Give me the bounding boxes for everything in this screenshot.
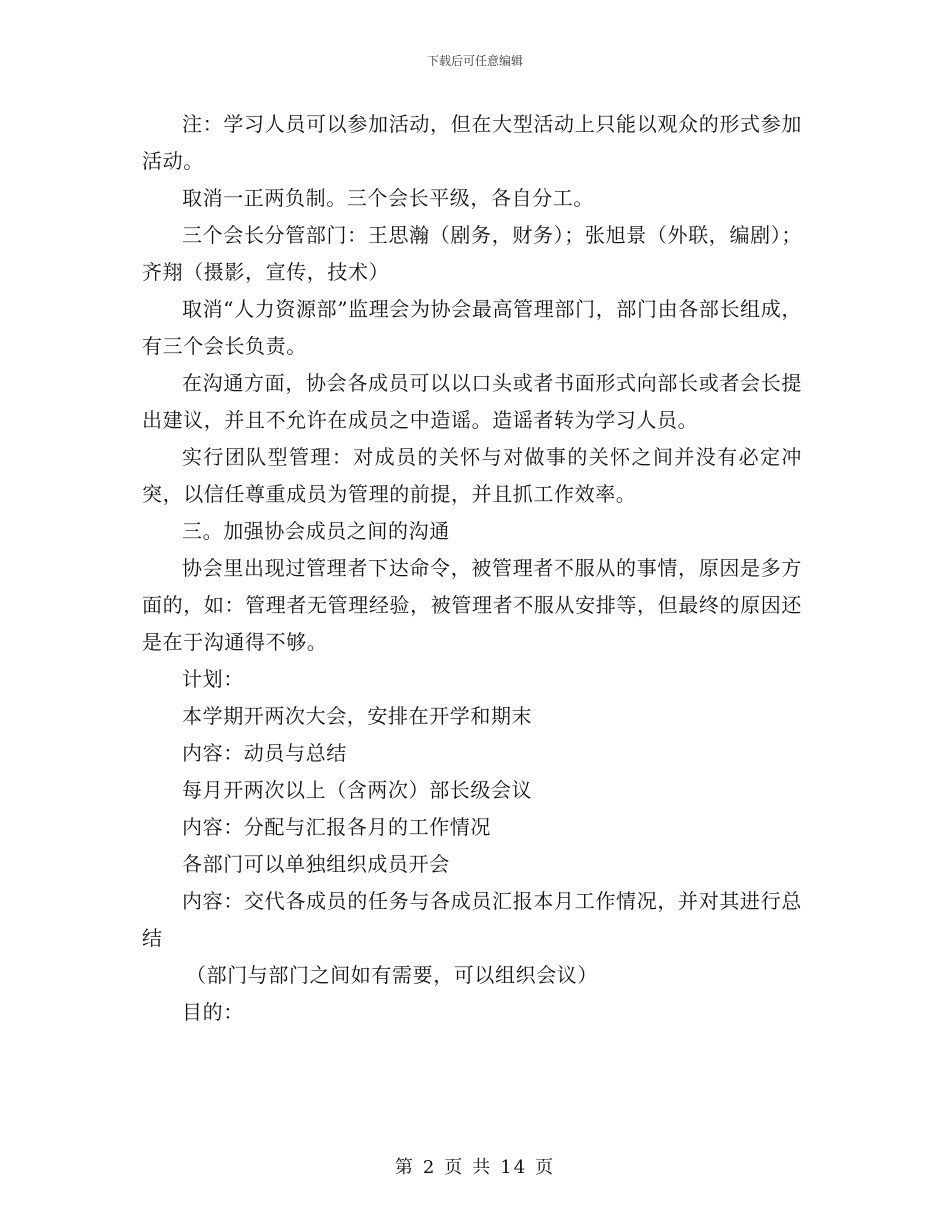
paragraph: 注：学习人员可以参加活动，但在大型活动上只能以观众的形式参加活动。 — [142, 112, 802, 173]
paragraph: 每月开两次以上（含两次）部长级会议 — [182, 778, 533, 802]
footer-page-number: 2 — [422, 1157, 437, 1178]
footer-page-unit: 页 — [444, 1157, 465, 1178]
page-header: 下载后可任意编辑 — [426, 54, 523, 68]
paragraph: （部门与部门之间如有需要，可以组织会议） — [186, 963, 598, 987]
footer-total-unit: 页 — [535, 1157, 556, 1178]
paragraph: 实行团队型管理：对成员的关怀与对做事的关怀之间并没有必定冲突，以信任尊重成员为管理的前提，并且抓工作效率。 — [142, 445, 802, 506]
paragraph: 内容：分配与汇报各月的工作情况 — [182, 815, 491, 839]
paragraph: 内容：动员与总结 — [182, 741, 347, 765]
footer-total-pages: 14 — [500, 1157, 528, 1178]
paragraph: 协会里出现过管理者下达命令，被管理者不服从的事情，原因是多方面的，如：管理者无管理经验，被管理者不服从安排等，但最终的原因还是在于沟通得不够。 — [142, 556, 802, 654]
footer-total-prefix: 共 — [472, 1157, 493, 1178]
paragraph: 在沟通方面，协会各成员可以以口头或者书面形式向部长或者会长提出建议，并且不允许在成员之中造谣。造谣者转为学习人员。 — [142, 371, 802, 432]
paragraph: 内容：交代各成员的任务与各成员汇报本月工作情况，并对其进行总结 — [142, 889, 802, 950]
paragraph: 目的： — [182, 1000, 244, 1024]
paragraph: 本学期开两次大会，安排在开学和期末 — [182, 704, 533, 728]
paragraph: 取消“人力资源部”监理会为协会最高管理部门，部门由各部长组成，有三个会长负责。 — [142, 297, 802, 358]
paragraph: 取消一正两负制。三个会长平级，各自分工。 — [182, 186, 594, 210]
paragraph: 三个会长分管部门：王思瀚（剧务，财务）；张旭景（外联，编剧）；齐翔（摄影，宣传，技术） — [142, 223, 802, 284]
paragraph: 各部门可以单独组织成员开会 — [182, 852, 450, 876]
page-footer — [0, 1153, 950, 1179]
paragraph: 计划： — [182, 667, 244, 691]
footer-prefix: 第 — [394, 1157, 415, 1178]
document-body — [142, 106, 802, 1031]
section-heading: 三。加强协会成员之间的沟通 — [182, 519, 450, 543]
